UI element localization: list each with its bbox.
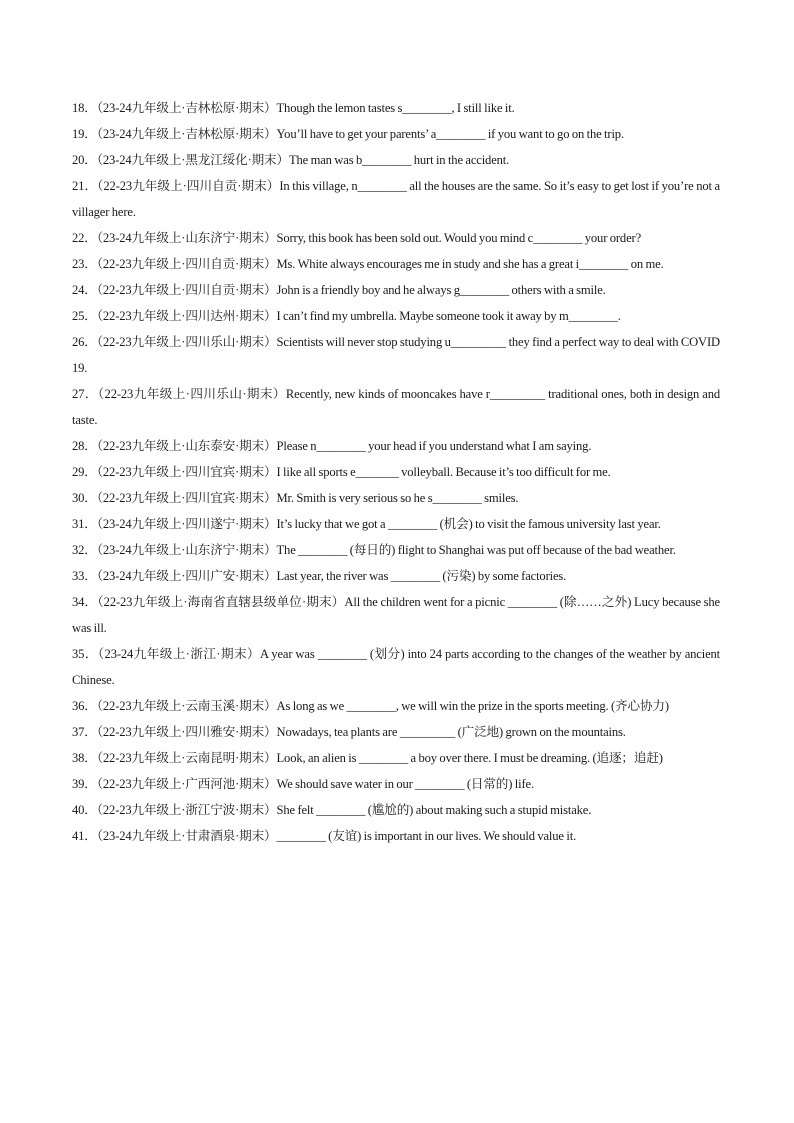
question-source: （22-23九年级上·云南玉溪·期末） [96,699,277,713]
question-item [72,745,720,771]
question-source: （22-23九年级上·四川雅安·期末） [96,725,277,739]
question-text: In this village, n________ all the houses are the same. So it’s easy to get lost if you’re not a villager here. [72,179,720,219]
question-item [72,823,720,849]
question-source: （22-23九年级上·四川宜宾·期末） [96,465,277,479]
question-source: （22-23九年级上·四川乐山·期末） [97,387,286,401]
question-number: 27． [72,387,98,401]
question-source: （23-24九年级上·黑龙江绥化·期末） [96,153,289,167]
question-item [72,459,720,485]
question-text: I like all sports e_______ volleyball. Because it’s too difficult for me. [276,465,611,479]
question-number: 34． [72,595,98,609]
question-number: 31． [72,517,97,531]
question-item [72,173,720,225]
question-number: 22． [72,231,97,245]
question-number: 18． [72,101,97,115]
question-text: ________ (友谊) is important in our lives. We should value it. [276,829,577,843]
question-source: （23-24九年级上·山东济宁·期末） [96,231,277,245]
question-number: 20． [72,153,97,167]
question-source: （23-24九年级上·甘肃酒泉·期末） [96,829,277,843]
question-source: （23-24九年级上·吉林松原·期末） [96,101,277,115]
question-text: You’ll have to get your parents’ a________ if you want to go on the trip. [276,127,624,141]
question-source: （22-23九年级上·浙江宁波·期末） [96,803,277,817]
question-text: John is a friendly boy and he always g________ others with a smile. [276,283,606,297]
question-text: It’s lucky that we got a ________ (机会) to visit the famous university last year. [276,517,661,531]
question-source: （22-23九年级上·四川自贡·期末） [96,257,277,271]
question-number: 38． [72,751,97,765]
question-source: （22-23九年级上·海南省直辖县级单位·期末） [97,595,345,609]
question-number: 35． [72,647,98,661]
question-source: （23-24九年级上·吉林松原·期末） [96,127,277,141]
question-number: 26． [72,335,97,349]
question-text: Look, an alien is ________ a boy over there. I must be dreaming. (追逐；追赶) [276,751,663,765]
question-text: Nowadays, tea plants are _________ (广泛地) grown on the mountains. [276,725,626,739]
question-item [72,511,720,537]
question-item [72,537,720,563]
question-item [72,719,720,745]
question-item [72,563,720,589]
question-source: （22-23九年级上·四川乐山·期末） [96,335,277,349]
question-number: 21． [72,179,98,193]
question-text: Last year, the river was ________ (污染) by some factories. [276,569,567,583]
question-item [72,485,720,511]
question-number: 28． [72,439,97,453]
question-text: All the children went for a picnic ________ (除……之外) Lucy because she was ill. [72,595,720,635]
question-source: （23-24九年级上·四川遂宁·期末） [96,517,277,531]
question-number: 33． [72,569,97,583]
question-source: （22-23九年级上·四川宜宾·期末） [96,491,277,505]
question-text: The man was b________ hurt in the accident. [288,153,510,167]
question-item [72,303,720,329]
question-text: We should save water in our ________ (日常的) life. [276,777,534,791]
question-item [72,329,720,381]
question-source: （23-24九年级上·浙江·期末） [97,647,260,661]
question-source: （22-23九年级上·广西河池·期末） [96,777,277,791]
question-number: 19． [72,127,97,141]
question-text: A year was ________ (划分) into 24 parts according to the changes of the weather by ancient Chinese. [72,647,720,687]
question-number: 37． [72,725,97,739]
question-source: （23-24九年级上·山东济宁·期末） [96,543,277,557]
question-number: 23． [72,257,97,271]
question-source: （22-23九年级上·山东泰安·期末） [96,439,277,453]
question-number: 25． [72,309,97,323]
question-item [72,251,720,277]
question-text: As long as we ________, we will win the prize in the sports meeting. (齐心协力) [276,699,669,713]
question-number: 39． [72,777,97,791]
question-item [72,277,720,303]
question-number: 30． [72,491,97,505]
question-number: 32． [72,543,97,557]
question-item [72,433,720,459]
question-text: Though the lemon tastes s________, I still like it. [276,101,515,115]
question-item [72,641,720,693]
question-item [72,797,720,823]
question-item [72,95,720,121]
question-source: （23-24九年级上·四川广安·期末） [96,569,277,583]
question-item [72,381,720,433]
question-text: The ________ (每日的) flight to Shanghai was put off because of the bad weather. [276,543,676,557]
question-text: Recently, new kinds of mooncakes have r_________ traditional ones, both in design and taste. [72,387,720,427]
question-text: Please n________ your head if you understand what I am saying. [276,439,592,453]
question-source: （22-23九年级上·四川达州·期末） [96,309,277,323]
question-source: （22-23九年级上·四川自贡·期末） [97,179,280,193]
question-item [72,589,720,641]
question-text: Ms. White always encourages me in study and she has a great i________ on me. [276,257,664,271]
question-text: She felt ________ (尴尬的) about making such a stupid mistake. [276,803,592,817]
question-source: （22-23九年级上·云南昆明·期末） [96,751,277,765]
question-number: 40． [72,803,97,817]
question-item [72,121,720,147]
question-text: Sorry, this book has been sold out. Would you mind c________ your order? [276,231,642,245]
question-number: 41． [72,829,97,843]
question-item [72,771,720,797]
question-list [72,95,720,849]
question-source: （22-23九年级上·四川自贡·期末） [96,283,277,297]
question-item [72,693,720,719]
question-number: 24． [72,283,97,297]
question-item [72,225,720,251]
question-text: I can’t find my umbrella. Maybe someone took it away by m________. [276,309,621,323]
question-text: Mr. Smith is very serious so he s________ smiles. [276,491,519,505]
question-number: 29． [72,465,97,479]
question-text: Scientists will never stop studying u_________ they find a perfect way to deal with COVID 19. [72,335,720,375]
question-number: 36． [72,699,97,713]
question-item [72,147,720,173]
